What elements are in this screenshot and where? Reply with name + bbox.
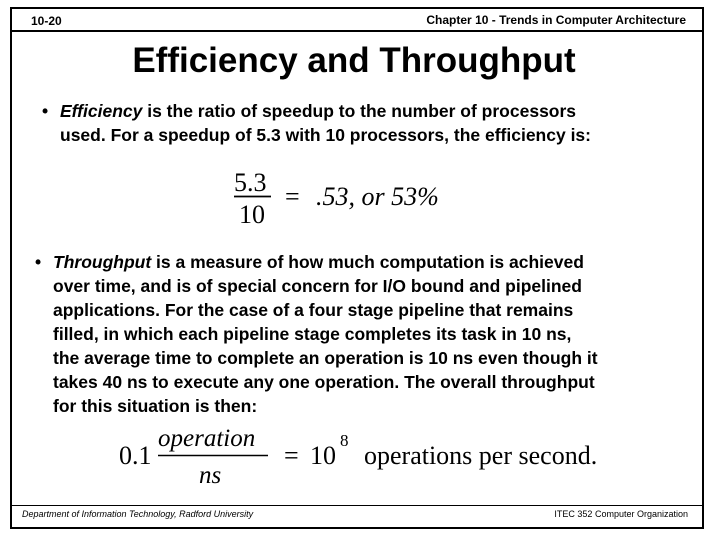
bullet-line: takes 40 ns to execute any one operation. The overall throughput xyxy=(53,372,595,392)
slide-number: 10-20 xyxy=(31,14,62,28)
eq1-result-sep: , or xyxy=(348,182,392,211)
chapter-title: Chapter 10 - Trends in Computer Architecture xyxy=(426,13,686,27)
bullet-dot: • xyxy=(42,101,49,121)
eq2-equals: = xyxy=(284,441,299,470)
footer-course: ITEC 352 Computer Organization xyxy=(554,509,688,519)
bullet-line: filled, in which each pipeline stage completes its task in 10 ns, xyxy=(53,324,572,344)
eq1-result xyxy=(316,182,439,211)
throughput-equation xyxy=(119,425,597,489)
eq2-coefficient: 0.1 xyxy=(119,441,152,470)
eq2-exponent: 8 xyxy=(340,431,349,450)
eq1-result-value: .53 xyxy=(316,182,349,211)
term-efficiency: Efficiency xyxy=(60,101,143,121)
eq2-result-text: operations per second. xyxy=(364,441,598,470)
bullet-dot: • xyxy=(35,252,42,272)
eq2-base: 10 xyxy=(310,441,336,470)
efficiency-equation xyxy=(234,168,439,229)
footer-department: Department of Information Technology, Radford University xyxy=(22,509,254,519)
bullet-text: is a measure of how much computation is achieved xyxy=(151,252,584,272)
bullet-line: for this situation is then: xyxy=(53,396,258,416)
bullet-line: used. For a speedup of 5.3 with 10 processors, the efficiency is: xyxy=(60,125,591,145)
bullet-text: is the ratio of speedup to the number of processors xyxy=(142,101,577,121)
bullet-line: the average time to complete an operation is 10 ns even though it xyxy=(53,348,598,368)
eq2-numerator: operation xyxy=(158,425,256,452)
eq1-result-percent: 53% xyxy=(391,182,439,211)
eq1-numerator: 5.3 xyxy=(234,168,267,197)
bullet-line: over time, and is of special concern for I/O bound and pipelined xyxy=(53,276,582,296)
eq2-denominator: ns xyxy=(199,462,222,489)
slide-title: Efficiency and Throughput xyxy=(132,41,576,80)
term-throughput: Throughput xyxy=(53,252,152,272)
bullet-line: applications. For the case of a four stage pipeline that remains xyxy=(53,300,574,320)
eq1-equals: = xyxy=(285,182,300,211)
eq1-denominator: 10 xyxy=(239,200,265,229)
